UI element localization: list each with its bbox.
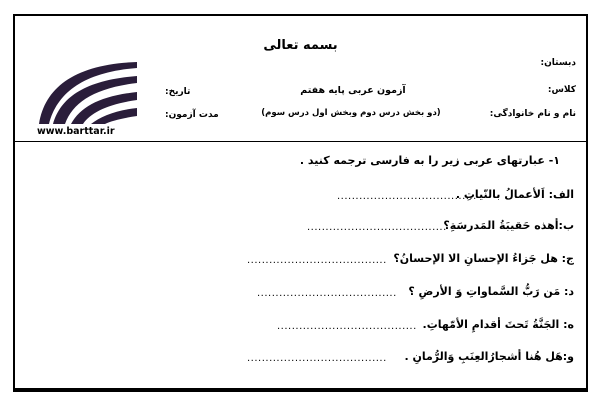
page-title: بسمه تعالی (263, 38, 338, 53)
date-label: تاریخ: (165, 87, 191, 97)
list-item: الف: اَلأعمالُ بالنّیاتِ . (455, 188, 574, 201)
header-divider (15, 141, 586, 142)
class-label: کلاس: (547, 85, 576, 95)
site-url: www.barttar.ir (37, 126, 115, 137)
exam-subtitle: (دو بخش درس دوم وبخش اول درس سوم) (261, 108, 441, 118)
list-item: د: مَن رَبُّ السَّماواتِ وَ الأرضِ ؟ (408, 285, 574, 298)
answer-blank: ...................................... (257, 288, 397, 299)
answer-blank: ...................................... (277, 321, 417, 332)
question-heading: ۱- عبارتهای عربی زیر را به فارسی ترجمه کنید . (299, 154, 560, 167)
answer-blank: ...................................... (247, 255, 387, 266)
list-item: و:هَل هُنا أشجارُالعِنَبِ وَالرُّمانِ . (404, 350, 574, 363)
exam-title: آزمون عربی پایه هفتم (300, 85, 406, 96)
student-name-label: نام و نام خانوادگی: (489, 109, 576, 119)
school-label: دبستان: (540, 58, 576, 68)
answer-blank: ...................................... (337, 191, 477, 202)
answer-blank: ...................................... (247, 353, 387, 364)
answer-blank: ...................................... (307, 222, 447, 233)
duration-label: مدت آزمون: (165, 110, 219, 120)
list-item: ج: هل جَزاءُ الإحسانِ الا الإحسانُ؟ (393, 252, 574, 265)
barttar-logo (37, 56, 147, 141)
logo-swoosh-icon (37, 56, 147, 126)
list-item: ه: الجَنَّةُ تَحتَ أقدامِ الأمّهاتِ. (422, 318, 574, 331)
footer-divider (15, 388, 586, 391)
list-item: ب:أهذه حَقیبَةُ المَدرسَةِ؟ (443, 219, 574, 232)
page-border (13, 14, 588, 392)
